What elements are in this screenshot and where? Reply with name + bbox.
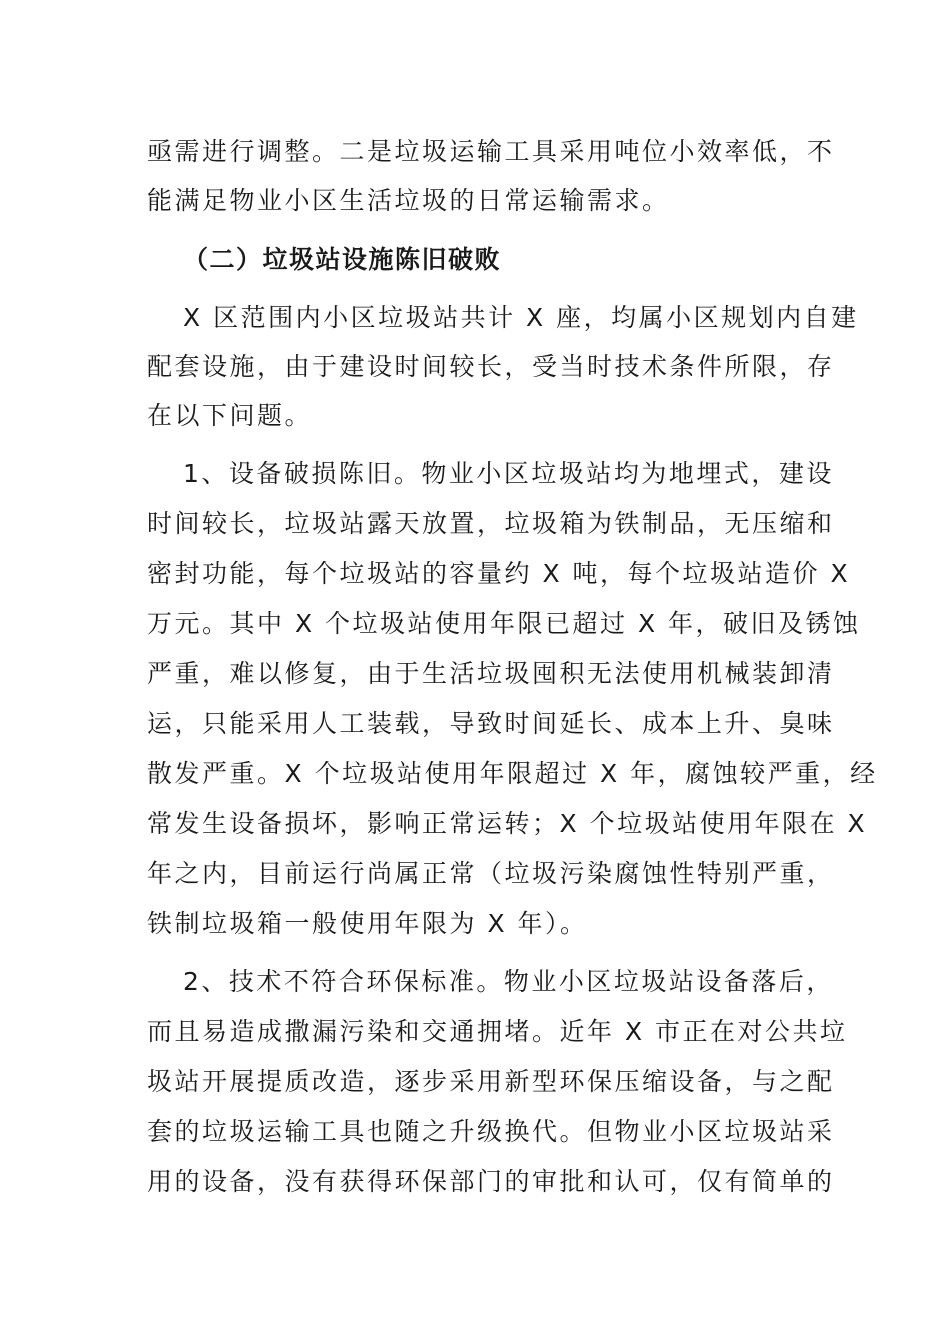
item1-line-2: 时间较长，垃圾站露天放置，垃圾箱为铁制品，无压缩和 [147,509,835,538]
item1-line-4: 万元。其中 X 个垃圾站使用年限已超过 X 年，破旧及锈蚀 [147,609,861,638]
intro-line-1: 亟需进行调整。二是垃圾运输工具采用吨位小效率低，不 [147,137,835,166]
intro-line-2: 能满足物业小区生活垃圾的日常运输需求。 [147,186,670,215]
item2-line-1: 2、技术不符合环保标准。物业小区垃圾站设备落后， [183,967,834,996]
item2-line-2: 而且易造成撒漏污染和交通拥堵。近年 X 市正在对公共垃 [147,1017,848,1046]
item2-line-4: 套的垃圾运输工具也随之升级换代。但物业小区垃圾站采 [147,1117,835,1146]
item1-line-5: 严重，难以修复，由于生活垃圾囤积无法使用机械装卸清 [147,659,835,688]
item1-line-1: 1、设备破损陈旧。物业小区垃圾站均为地埋式，建设 [183,459,834,488]
section-heading: （二）垃圾站设施陈旧破败 [183,245,502,274]
item1-line-7: 散发严重。X 个垃圾站使用年限超过 X 年，腐蚀较严重，经 [147,759,878,788]
item1-line-3: 密封功能，每个垃圾站的容量约 X 吨，每个垃圾站造价 X [147,559,851,588]
item2-line-5: 用的设备，没有获得环保部门的审批和认可，仅有简单的 [147,1167,835,1196]
item1-line-8: 常发生设备损坏，影响正常运转；X 个垃圾站使用年限在 X [147,809,868,838]
item1-line-9: 年之内，目前运行尚属正常（垃圾污染腐蚀性特别严重， [147,859,835,888]
paragraph1-line-3: 在以下问题。 [147,401,313,430]
item2-line-3: 圾站开展提质改造，逐步采用新型环保压缩设备，与之配 [147,1067,835,1096]
paragraph1-line-2: 配套设施，由于建设时间较长，受当时技术条件所限，存 [147,352,835,381]
paragraph1-line-1: X 区范围内小区垃圾站共计 X 座，均属小区规划内自建 [183,303,859,332]
item1-line-6: 运，只能采用人工装载，导致时间延长、成本上升、臭味 [147,709,835,738]
item1-line-10: 铁制垃圾箱一般使用年限为 X 年）。 [147,909,588,938]
